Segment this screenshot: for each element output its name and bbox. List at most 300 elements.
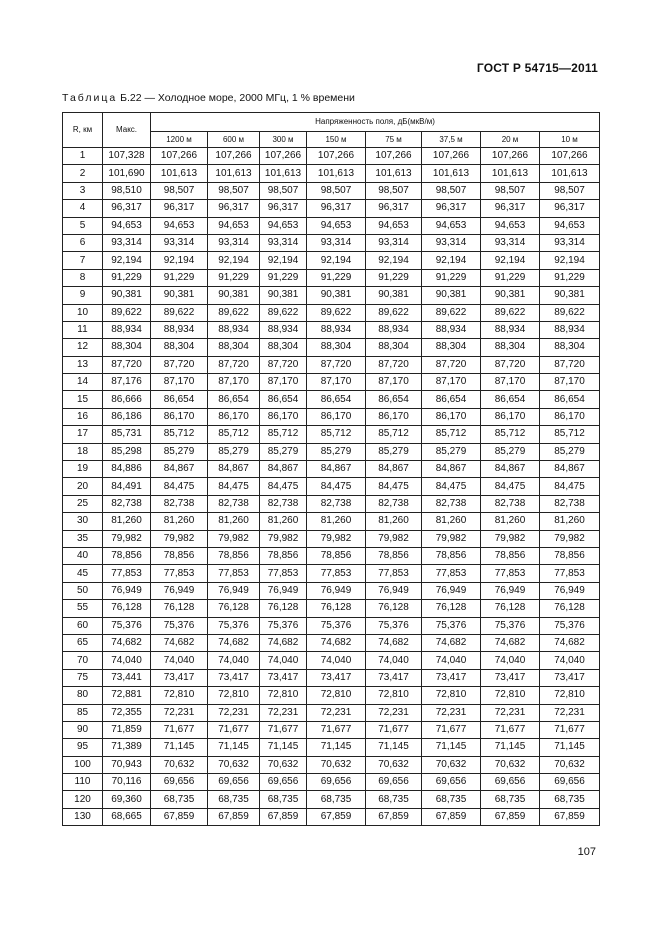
cell-value: 72,231 — [260, 704, 307, 721]
table-row — [63, 565, 600, 582]
cell-value: 90,381 — [307, 287, 366, 304]
cell-value: 94,653 — [422, 217, 481, 234]
cell-value: 73,417 — [208, 669, 260, 686]
cell-max: 68,665 — [103, 808, 151, 825]
cell-value: 88,304 — [422, 339, 481, 356]
cell-max: 84,886 — [103, 461, 151, 478]
cell-value: 93,314 — [366, 234, 422, 251]
cell-value: 101,613 — [481, 165, 540, 182]
cell-value: 70,632 — [422, 756, 481, 773]
header-height: 600 м — [208, 132, 260, 148]
cell-value: 87,170 — [540, 374, 600, 391]
cell-value: 96,317 — [307, 200, 366, 217]
cell-value: 67,859 — [481, 808, 540, 825]
cell-max: 86,186 — [103, 408, 151, 425]
cell-value: 82,738 — [260, 495, 307, 512]
cell-value: 85,279 — [307, 443, 366, 460]
cell-value: 91,229 — [208, 269, 260, 286]
cell-value: 68,735 — [422, 791, 481, 808]
cell-value: 71,677 — [366, 721, 422, 738]
cell-value: 74,040 — [208, 652, 260, 669]
cell-value: 96,317 — [260, 200, 307, 217]
cell-max: 87,720 — [103, 356, 151, 373]
cell-value: 73,417 — [151, 669, 208, 686]
cell-value: 71,677 — [260, 721, 307, 738]
cell-value: 88,304 — [540, 339, 600, 356]
cell-value: 75,376 — [540, 617, 600, 634]
table-row — [63, 600, 600, 617]
cell-value: 107,266 — [307, 148, 366, 165]
table-row — [63, 182, 600, 199]
cell-max: 91,229 — [103, 269, 151, 286]
cell-value: 71,677 — [208, 721, 260, 738]
table-row — [63, 687, 600, 704]
cell-value: 77,853 — [307, 565, 366, 582]
cell-max: 76,949 — [103, 582, 151, 599]
cell-value: 86,654 — [260, 391, 307, 408]
cell-value: 68,735 — [208, 791, 260, 808]
table-row — [63, 391, 600, 408]
cell-value: 73,417 — [307, 669, 366, 686]
cell-value: 76,128 — [307, 600, 366, 617]
cell-value: 79,982 — [540, 530, 600, 547]
cell-value: 69,656 — [366, 774, 422, 791]
cell-value: 86,654 — [540, 391, 600, 408]
cell-value: 107,266 — [260, 148, 307, 165]
cell-value: 69,656 — [481, 774, 540, 791]
cell-distance: 19 — [63, 461, 103, 478]
cell-value: 72,810 — [208, 687, 260, 704]
cell-value: 79,982 — [307, 530, 366, 547]
cell-value: 89,622 — [151, 304, 208, 321]
cell-value: 77,853 — [260, 565, 307, 582]
header-height: 75 м — [366, 132, 422, 148]
cell-value: 88,304 — [366, 339, 422, 356]
cell-value: 107,266 — [366, 148, 422, 165]
cell-distance: 25 — [63, 495, 103, 512]
cell-max: 72,881 — [103, 687, 151, 704]
cell-value: 88,304 — [307, 339, 366, 356]
cell-value: 74,682 — [307, 634, 366, 651]
table-row — [63, 739, 600, 756]
standard-code: ГОСТ Р 54715—2011 — [476, 61, 598, 75]
cell-value: 74,682 — [540, 634, 600, 651]
cell-value: 91,229 — [151, 269, 208, 286]
cell-max: 69,360 — [103, 791, 151, 808]
cell-value: 90,381 — [422, 287, 481, 304]
cell-value: 72,810 — [260, 687, 307, 704]
cell-value: 101,613 — [151, 165, 208, 182]
cell-value: 90,381 — [481, 287, 540, 304]
cell-value: 89,622 — [366, 304, 422, 321]
cell-distance: 35 — [63, 530, 103, 547]
cell-value: 88,304 — [208, 339, 260, 356]
cell-value: 79,982 — [208, 530, 260, 547]
cell-value: 71,145 — [208, 739, 260, 756]
cell-max: 88,304 — [103, 339, 151, 356]
header-height: 37,5 м — [422, 132, 481, 148]
cell-value: 71,145 — [151, 739, 208, 756]
cell-max: 73,441 — [103, 669, 151, 686]
cell-value: 76,949 — [422, 582, 481, 599]
cell-value: 84,867 — [307, 461, 366, 478]
cell-value: 89,622 — [208, 304, 260, 321]
cell-value: 107,266 — [540, 148, 600, 165]
header-height: 150 м — [307, 132, 366, 148]
cell-value: 77,853 — [366, 565, 422, 582]
cell-value: 70,632 — [260, 756, 307, 773]
table-row — [63, 582, 600, 599]
cell-value: 79,982 — [260, 530, 307, 547]
cell-value: 101,613 — [540, 165, 600, 182]
cell-value: 87,720 — [422, 356, 481, 373]
table-row — [63, 252, 600, 269]
cell-value: 71,677 — [540, 721, 600, 738]
cell-value: 85,712 — [260, 426, 307, 443]
cell-value: 88,934 — [540, 321, 600, 338]
cell-value: 87,170 — [151, 374, 208, 391]
cell-value: 88,934 — [151, 321, 208, 338]
cell-value: 70,632 — [307, 756, 366, 773]
table-row — [63, 513, 600, 530]
cell-value: 87,720 — [481, 356, 540, 373]
cell-value: 85,712 — [366, 426, 422, 443]
cell-max: 101,690 — [103, 165, 151, 182]
cell-value: 82,738 — [307, 495, 366, 512]
cell-value: 94,653 — [260, 217, 307, 234]
table-row — [63, 339, 600, 356]
cell-distance: 7 — [63, 252, 103, 269]
cell-max: 81,260 — [103, 513, 151, 530]
table-row — [63, 408, 600, 425]
header-height: 1200 м — [151, 132, 208, 148]
cell-value: 82,738 — [422, 495, 481, 512]
table-row — [63, 791, 600, 808]
table-header — [63, 113, 600, 148]
cell-value: 84,475 — [366, 478, 422, 495]
cell-value: 77,853 — [540, 565, 600, 582]
cell-value: 74,040 — [307, 652, 366, 669]
cell-value: 76,949 — [366, 582, 422, 599]
cell-value: 88,304 — [260, 339, 307, 356]
cell-value: 79,982 — [151, 530, 208, 547]
cell-value: 87,720 — [307, 356, 366, 373]
cell-max: 71,859 — [103, 721, 151, 738]
cell-value: 86,654 — [422, 391, 481, 408]
cell-value: 72,810 — [366, 687, 422, 704]
cell-value: 76,128 — [540, 600, 600, 617]
cell-value: 82,738 — [481, 495, 540, 512]
cell-value: 87,170 — [481, 374, 540, 391]
cell-value: 71,145 — [422, 739, 481, 756]
cell-value: 93,314 — [422, 234, 481, 251]
cell-distance: 1 — [63, 148, 103, 165]
cell-max: 85,298 — [103, 443, 151, 460]
cell-value: 81,260 — [307, 513, 366, 530]
cell-value: 68,735 — [307, 791, 366, 808]
cell-distance: 16 — [63, 408, 103, 425]
cell-distance: 18 — [63, 443, 103, 460]
cell-value: 88,934 — [366, 321, 422, 338]
cell-value: 98,507 — [208, 182, 260, 199]
cell-value: 96,317 — [366, 200, 422, 217]
cell-value: 72,231 — [151, 704, 208, 721]
cell-max: 74,040 — [103, 652, 151, 669]
cell-value: 73,417 — [540, 669, 600, 686]
cell-distance: 100 — [63, 756, 103, 773]
header-height: 300 м — [260, 132, 307, 148]
cell-value: 84,867 — [422, 461, 481, 478]
cell-value: 90,381 — [151, 287, 208, 304]
cell-distance: 55 — [63, 600, 103, 617]
cell-max: 70,943 — [103, 756, 151, 773]
cell-distance: 8 — [63, 269, 103, 286]
cell-max: 72,355 — [103, 704, 151, 721]
table-row — [63, 756, 600, 773]
cell-value: 84,475 — [422, 478, 481, 495]
cell-value: 76,949 — [481, 582, 540, 599]
cell-value: 74,040 — [481, 652, 540, 669]
cell-distance: 60 — [63, 617, 103, 634]
cell-value: 87,720 — [366, 356, 422, 373]
cell-value: 76,128 — [208, 600, 260, 617]
cell-distance: 50 — [63, 582, 103, 599]
cell-value: 84,475 — [481, 478, 540, 495]
cell-distance: 70 — [63, 652, 103, 669]
cell-value: 91,229 — [540, 269, 600, 286]
cell-value: 84,475 — [540, 478, 600, 495]
cell-value: 78,856 — [540, 547, 600, 564]
cell-value: 71,145 — [366, 739, 422, 756]
cell-value: 76,128 — [260, 600, 307, 617]
cell-value: 85,712 — [208, 426, 260, 443]
cell-value: 86,654 — [151, 391, 208, 408]
cell-max: 86,666 — [103, 391, 151, 408]
cell-value: 77,853 — [208, 565, 260, 582]
cell-value: 94,653 — [481, 217, 540, 234]
cell-value: 84,867 — [366, 461, 422, 478]
cell-max: 92,194 — [103, 252, 151, 269]
cell-value: 71,145 — [540, 739, 600, 756]
cell-value: 101,613 — [307, 165, 366, 182]
cell-value: 88,304 — [481, 339, 540, 356]
cell-distance: 130 — [63, 808, 103, 825]
cell-value: 84,867 — [260, 461, 307, 478]
cell-value: 78,856 — [366, 547, 422, 564]
cell-value: 76,949 — [208, 582, 260, 599]
cell-value: 88,934 — [208, 321, 260, 338]
cell-value: 68,735 — [481, 791, 540, 808]
cell-value: 72,810 — [307, 687, 366, 704]
cell-value: 96,317 — [540, 200, 600, 217]
cell-value: 84,867 — [481, 461, 540, 478]
caption-label: Таблица — [62, 92, 118, 104]
cell-value: 81,260 — [366, 513, 422, 530]
cell-value: 75,376 — [366, 617, 422, 634]
cell-value: 107,266 — [151, 148, 208, 165]
cell-value: 88,934 — [422, 321, 481, 338]
cell-value: 74,040 — [260, 652, 307, 669]
cell-max: 70,116 — [103, 774, 151, 791]
cell-value: 96,317 — [151, 200, 208, 217]
cell-value: 92,194 — [422, 252, 481, 269]
cell-distance: 15 — [63, 391, 103, 408]
cell-value: 98,507 — [366, 182, 422, 199]
cell-distance: 45 — [63, 565, 103, 582]
cell-value: 90,381 — [208, 287, 260, 304]
field-strength-table — [62, 112, 600, 826]
cell-value: 82,738 — [366, 495, 422, 512]
cell-value: 93,314 — [481, 234, 540, 251]
cell-value: 94,653 — [151, 217, 208, 234]
cell-value: 68,735 — [540, 791, 600, 808]
cell-value: 75,376 — [422, 617, 481, 634]
header-r: R, км — [63, 113, 103, 148]
cell-value: 74,682 — [260, 634, 307, 651]
cell-value: 69,656 — [307, 774, 366, 791]
cell-distance: 13 — [63, 356, 103, 373]
cell-value: 78,856 — [151, 547, 208, 564]
cell-value: 85,279 — [260, 443, 307, 460]
cell-distance: 6 — [63, 234, 103, 251]
cell-value: 71,677 — [307, 721, 366, 738]
cell-max: 77,853 — [103, 565, 151, 582]
cell-distance: 75 — [63, 669, 103, 686]
cell-value: 87,720 — [540, 356, 600, 373]
cell-value: 82,738 — [540, 495, 600, 512]
cell-value: 89,622 — [540, 304, 600, 321]
cell-value: 77,853 — [481, 565, 540, 582]
cell-value: 76,949 — [260, 582, 307, 599]
cell-value: 76,949 — [540, 582, 600, 599]
header-field-strength: Напряженность поля, дБ(мкВ/м) — [151, 113, 600, 132]
cell-value: 72,810 — [540, 687, 600, 704]
cell-distance: 12 — [63, 339, 103, 356]
cell-value: 81,260 — [481, 513, 540, 530]
cell-value: 72,231 — [481, 704, 540, 721]
cell-value: 74,040 — [540, 652, 600, 669]
cell-distance: 9 — [63, 287, 103, 304]
cell-value: 68,735 — [366, 791, 422, 808]
table-row — [63, 321, 600, 338]
cell-value: 89,622 — [260, 304, 307, 321]
cell-value: 75,376 — [307, 617, 366, 634]
table-row — [63, 808, 600, 825]
table-row — [63, 530, 600, 547]
cell-value: 85,279 — [366, 443, 422, 460]
cell-distance: 110 — [63, 774, 103, 791]
cell-value: 67,859 — [307, 808, 366, 825]
cell-value: 76,949 — [151, 582, 208, 599]
cell-max: 98,510 — [103, 182, 151, 199]
cell-value: 107,266 — [422, 148, 481, 165]
cell-value: 98,507 — [422, 182, 481, 199]
cell-value: 73,417 — [260, 669, 307, 686]
cell-value: 86,170 — [260, 408, 307, 425]
cell-value: 79,982 — [481, 530, 540, 547]
page-number: 107 — [577, 846, 596, 858]
cell-value: 85,279 — [208, 443, 260, 460]
cell-value: 82,738 — [208, 495, 260, 512]
cell-max: 76,128 — [103, 600, 151, 617]
cell-max: 96,317 — [103, 200, 151, 217]
cell-value: 81,260 — [208, 513, 260, 530]
cell-value: 76,128 — [481, 600, 540, 617]
table-row — [63, 495, 600, 512]
cell-value: 98,507 — [151, 182, 208, 199]
cell-value: 84,475 — [260, 478, 307, 495]
cell-value: 92,194 — [540, 252, 600, 269]
cell-value: 90,381 — [366, 287, 422, 304]
cell-max: 87,176 — [103, 374, 151, 391]
cell-value: 96,317 — [208, 200, 260, 217]
cell-value: 87,170 — [366, 374, 422, 391]
cell-value: 92,194 — [208, 252, 260, 269]
cell-value: 85,279 — [540, 443, 600, 460]
cell-distance: 2 — [63, 165, 103, 182]
cell-value: 74,682 — [151, 634, 208, 651]
cell-value: 90,381 — [260, 287, 307, 304]
table-row — [63, 217, 600, 234]
table-row — [63, 461, 600, 478]
cell-value: 84,475 — [307, 478, 366, 495]
cell-value: 74,040 — [366, 652, 422, 669]
cell-value: 74,040 — [422, 652, 481, 669]
cell-value: 79,982 — [422, 530, 481, 547]
cell-value: 74,682 — [422, 634, 481, 651]
cell-value: 101,613 — [366, 165, 422, 182]
cell-value: 87,170 — [260, 374, 307, 391]
cell-value: 71,677 — [151, 721, 208, 738]
cell-distance: 80 — [63, 687, 103, 704]
cell-distance: 40 — [63, 547, 103, 564]
table-row — [63, 478, 600, 495]
cell-max: 79,982 — [103, 530, 151, 547]
cell-value: 81,260 — [540, 513, 600, 530]
cell-distance: 20 — [63, 478, 103, 495]
cell-value: 86,170 — [151, 408, 208, 425]
cell-value: 78,856 — [208, 547, 260, 564]
cell-max: 78,856 — [103, 547, 151, 564]
cell-value: 74,682 — [366, 634, 422, 651]
cell-value: 85,712 — [422, 426, 481, 443]
cell-distance: 14 — [63, 374, 103, 391]
cell-value: 82,738 — [151, 495, 208, 512]
cell-distance: 120 — [63, 791, 103, 808]
table-row — [63, 165, 600, 182]
cell-value: 87,720 — [151, 356, 208, 373]
table-row — [63, 356, 600, 373]
cell-value: 81,260 — [422, 513, 481, 530]
cell-value: 94,653 — [540, 217, 600, 234]
cell-value: 76,949 — [307, 582, 366, 599]
cell-max: 93,314 — [103, 234, 151, 251]
cell-value: 68,735 — [260, 791, 307, 808]
cell-value: 93,314 — [307, 234, 366, 251]
cell-value: 76,128 — [422, 600, 481, 617]
cell-value: 72,231 — [307, 704, 366, 721]
cell-value: 98,507 — [307, 182, 366, 199]
table-row — [63, 721, 600, 738]
table-row — [63, 704, 600, 721]
cell-value: 88,934 — [307, 321, 366, 338]
cell-value: 86,654 — [307, 391, 366, 408]
cell-value: 91,229 — [260, 269, 307, 286]
cell-value: 87,720 — [260, 356, 307, 373]
cell-value: 75,376 — [260, 617, 307, 634]
header-height: 10 м — [540, 132, 600, 148]
cell-value: 70,632 — [481, 756, 540, 773]
